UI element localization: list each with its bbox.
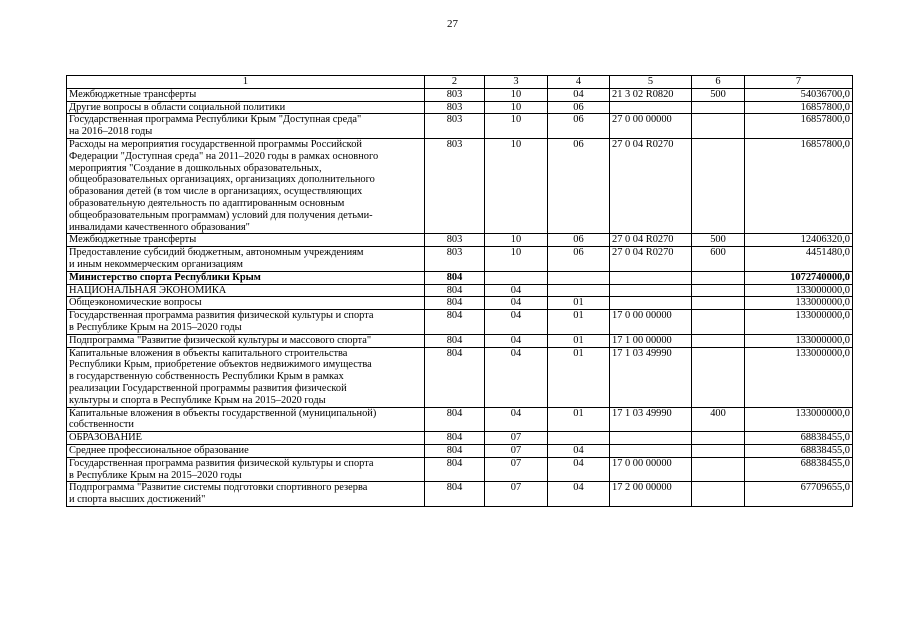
subsection-code-cell: 01 (548, 347, 610, 407)
target-article-cell (610, 297, 692, 310)
target-article-cell: 17 1 03 49990 (610, 407, 692, 432)
section-code-cell: 10 (485, 138, 548, 233)
section-code-cell: 10 (485, 247, 548, 272)
section-code-cell: 04 (485, 347, 548, 407)
amount-cell: 133000000,0 (745, 297, 853, 310)
page-number: 27 (447, 18, 458, 30)
section-code-cell: 10 (485, 234, 548, 247)
column-header: 6 (692, 76, 745, 89)
row-name-cell: Подпрограмма "Развитие физической культуры и массового спорта" (67, 334, 425, 347)
amount-cell: 133000000,0 (745, 310, 853, 335)
subsection-code-cell: 04 (548, 444, 610, 457)
amount-cell: 133000000,0 (745, 334, 853, 347)
section-code-cell: 04 (485, 310, 548, 335)
subsection-code-cell: 01 (548, 297, 610, 310)
expense-type-cell (692, 347, 745, 407)
ministry-code-cell: 804 (425, 271, 485, 284)
amount-cell: 68838455,0 (745, 444, 853, 457)
target-article-cell: 17 1 00 00000 (610, 334, 692, 347)
expense-type-cell (692, 310, 745, 335)
table-row (67, 407, 853, 432)
subsection-code-cell: 01 (548, 334, 610, 347)
amount-cell: 16857800,0 (745, 101, 853, 114)
expense-type-cell (692, 334, 745, 347)
table-row (67, 334, 853, 347)
amount-cell: 133000000,0 (745, 407, 853, 432)
ministry-code-cell: 803 (425, 234, 485, 247)
subsection-code-cell: 04 (548, 457, 610, 482)
amount-cell: 133000000,0 (745, 284, 853, 297)
table-row (67, 271, 853, 284)
ministry-code-cell: 804 (425, 297, 485, 310)
amount-cell: 67709655,0 (745, 482, 853, 507)
subsection-code-cell (548, 432, 610, 445)
ministry-code-cell: 803 (425, 114, 485, 139)
target-article-cell (610, 432, 692, 445)
subsection-code-cell: 06 (548, 114, 610, 139)
expense-type-cell (692, 297, 745, 310)
amount-cell: 16857800,0 (745, 138, 853, 233)
ministry-code-cell: 803 (425, 88, 485, 101)
amount-cell: 133000000,0 (745, 347, 853, 407)
section-code-cell: 10 (485, 114, 548, 139)
table-row (67, 88, 853, 101)
section-code-cell: 07 (485, 432, 548, 445)
expense-type-cell: 600 (692, 247, 745, 272)
column-header: 2 (425, 76, 485, 89)
target-article-cell: 27 0 00 00000 (610, 114, 692, 139)
ministry-code-cell: 804 (425, 407, 485, 432)
expense-type-cell (692, 138, 745, 233)
section-code-cell: 04 (485, 297, 548, 310)
amount-cell: 12406320,0 (745, 234, 853, 247)
section-code-cell: 10 (485, 101, 548, 114)
row-name-cell: Государственная программа Республики Крым "Доступная среда" на 2016–2018 годы (67, 114, 425, 139)
column-header: 1 (67, 76, 425, 89)
ministry-code-cell: 804 (425, 310, 485, 335)
subsection-code-cell (548, 271, 610, 284)
table-row (67, 347, 853, 407)
section-code-cell: 04 (485, 407, 548, 432)
subsection-code-cell: 06 (548, 138, 610, 233)
table-row (67, 101, 853, 114)
target-article-cell (610, 101, 692, 114)
section-code-cell: 04 (485, 334, 548, 347)
target-article-cell: 17 1 03 49990 (610, 347, 692, 407)
row-name-cell: Межбюджетные трансферты (67, 234, 425, 247)
amount-cell: 16857800,0 (745, 114, 853, 139)
table-row (67, 444, 853, 457)
subsection-code-cell (548, 284, 610, 297)
column-header: 7 (745, 76, 853, 89)
target-article-cell: 27 0 04 R0270 (610, 138, 692, 233)
expense-type-cell (692, 482, 745, 507)
section-code-cell: 07 (485, 457, 548, 482)
section-code-cell: 07 (485, 444, 548, 457)
amount-cell: 68838455,0 (745, 432, 853, 445)
target-article-cell: 27 0 04 R0270 (610, 234, 692, 247)
row-name-cell: Среднее профессиональное образование (67, 444, 425, 457)
budget-table (66, 75, 853, 507)
expense-type-cell (692, 444, 745, 457)
ministry-code-cell: 803 (425, 247, 485, 272)
column-header: 3 (485, 76, 548, 89)
table-row (67, 457, 853, 482)
ministry-code-cell: 804 (425, 347, 485, 407)
target-article-cell (610, 271, 692, 284)
expense-type-cell: 400 (692, 407, 745, 432)
table-row (67, 297, 853, 310)
row-name-cell: Предоставление субсидий бюджетным, автономным учреждениям и иным некоммерческим организациям (67, 247, 425, 272)
table-row (67, 310, 853, 335)
expense-type-cell (692, 271, 745, 284)
section-code-cell: 10 (485, 88, 548, 101)
expense-type-cell: 500 (692, 234, 745, 247)
row-name-cell: Министерство спорта Республики Крым (67, 271, 425, 284)
expense-type-cell (692, 432, 745, 445)
ministry-code-cell: 804 (425, 284, 485, 297)
column-number-row (67, 76, 853, 89)
row-name-cell: Капитальные вложения в объекты государственной (муниципальной) собственности (67, 407, 425, 432)
subsection-code-cell: 04 (548, 88, 610, 101)
budget-table-body (67, 76, 853, 507)
expense-type-cell (692, 114, 745, 139)
target-article-cell: 27 0 04 R0270 (610, 247, 692, 272)
target-article-cell: 17 0 00 00000 (610, 310, 692, 335)
amount-cell: 54036700,0 (745, 88, 853, 101)
expense-type-cell (692, 457, 745, 482)
subsection-code-cell: 04 (548, 482, 610, 507)
row-name-cell: ОБРАЗОВАНИЕ (67, 432, 425, 445)
subsection-code-cell: 06 (548, 247, 610, 272)
row-name-cell: Другие вопросы в области социальной политики (67, 101, 425, 114)
section-code-cell (485, 271, 548, 284)
ministry-code-cell: 804 (425, 482, 485, 507)
target-article-cell (610, 284, 692, 297)
amount-cell: 68838455,0 (745, 457, 853, 482)
table-row (67, 482, 853, 507)
table-row (67, 234, 853, 247)
target-article-cell: 17 2 00 00000 (610, 482, 692, 507)
table-row (67, 138, 853, 233)
ministry-code-cell: 803 (425, 101, 485, 114)
expense-type-cell (692, 284, 745, 297)
row-name-cell: Межбюджетные трансферты (67, 88, 425, 101)
target-article-cell (610, 444, 692, 457)
ministry-code-cell: 803 (425, 138, 485, 233)
subsection-code-cell: 06 (548, 234, 610, 247)
amount-cell: 4451480,0 (745, 247, 853, 272)
table-row (67, 284, 853, 297)
row-name-cell: Общеэкономические вопросы (67, 297, 425, 310)
expense-type-cell (692, 101, 745, 114)
row-name-cell: Капитальные вложения в объекты капитального строительства Республики Крым, приобретение объектов недвижимого имущества в государственную собственность Республики Крым в рамках реализации Государственной программы развития физической культуры и спорта в Республике Крым на 2015–2020 годы (67, 347, 425, 407)
section-code-cell: 07 (485, 482, 548, 507)
row-name-cell: Расходы на мероприятия государственной программы Российской Федерации "Доступная среда" на 2011–2020 годы в рамках основного мероприятия "Создание в дошкольных образовательных, общеобразовательных организациях, организациях дополнительного образования детей (в том числе в организациях, осуществляющих образовательную деятельность по адаптированным основным общеобразовательным программам) условий для получения детьми- инвалидами качественного образования" (67, 138, 425, 233)
target-article-cell: 21 3 02 R0820 (610, 88, 692, 101)
table-row (67, 247, 853, 272)
ministry-code-cell: 804 (425, 457, 485, 482)
subsection-code-cell: 01 (548, 310, 610, 335)
subsection-code-cell: 06 (548, 101, 610, 114)
row-name-cell: Государственная программа развития физической культуры и спорта в Республике Крым на 2015–2020 годы (67, 310, 425, 335)
table-row (67, 114, 853, 139)
ministry-code-cell: 804 (425, 334, 485, 347)
target-article-cell: 17 0 00 00000 (610, 457, 692, 482)
amount-cell: 1072740000,0 (745, 271, 853, 284)
row-name-cell: Подпрограмма "Развитие системы подготовки спортивного резерва и спорта высших достижений" (67, 482, 425, 507)
table-row (67, 432, 853, 445)
ministry-code-cell: 804 (425, 432, 485, 445)
ministry-code-cell: 804 (425, 444, 485, 457)
section-code-cell: 04 (485, 284, 548, 297)
column-header: 5 (610, 76, 692, 89)
subsection-code-cell: 01 (548, 407, 610, 432)
row-name-cell: Государственная программа развития физической культуры и спорта в Республике Крым на 2015–2020 годы (67, 457, 425, 482)
expense-type-cell: 500 (692, 88, 745, 101)
column-header: 4 (548, 76, 610, 89)
row-name-cell: НАЦИОНАЛЬНАЯ ЭКОНОМИКА (67, 284, 425, 297)
